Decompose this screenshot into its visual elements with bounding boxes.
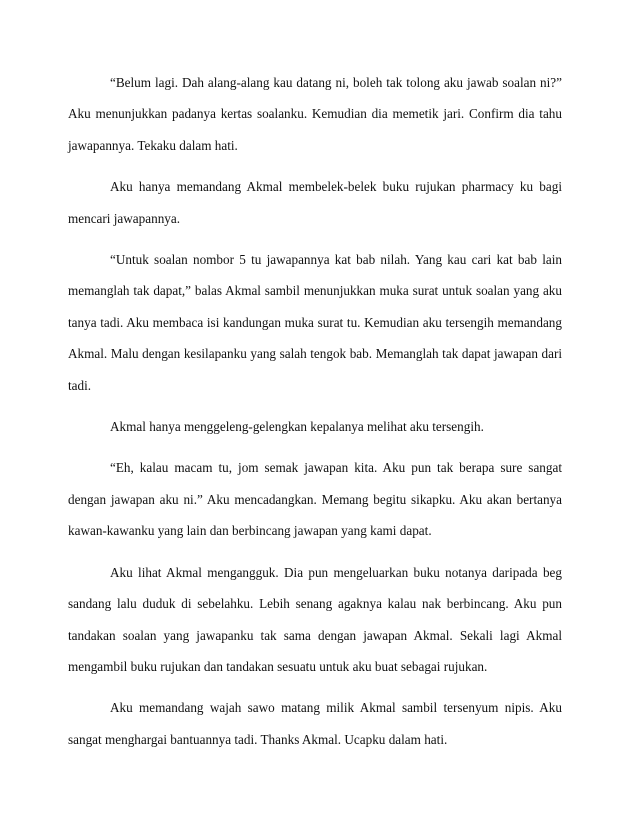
paragraph-7: Aku memandang wajah sawo matang milik Akmal sambil tersenyum nipis. Aku sangat menghargai bantuannya tadi. Thanks Akmal. Ucapku dalam hati. bbox=[68, 700, 562, 747]
paragraph-5: “Eh, kalau macam tu, jom semak jawapan kita. Aku pun tak berapa sure sangat dengan jawapan aku ni.” Aku mencadangkan. Memang begitu sikapku. Aku akan bertanya kawan-kawanku yang lain dan berbincang jawapan yang kami dapat. bbox=[68, 460, 562, 539]
paragraph-3: “Untuk soalan nombor 5 tu jawapannya kat bab nilah. Yang kau cari kat bab lain memanglah tak dapat,” balas Akmal sambil menunjukkan muka surat untuk soalan yang aku tanya tadi. Aku membaca isi kandungan muka surat tu. Kemudian aku tersengih memandang Akmal. Malu dengan kesilapanku yang salah tengok bab. Memanglah tak dapat jawapan dari tadi. bbox=[68, 252, 562, 393]
document-body bbox=[68, 67, 562, 765]
paragraph-4: Akmal hanya menggeleng-gelengkan kepalanya melihat aku tersengih. bbox=[110, 419, 484, 435]
paragraph-1: “Belum lagi. Dah alang-alang kau datang ni, boleh tak tolong aku jawab soalan ni?” Aku menunjukkan padanya kertas soalanku. Kemudian dia memetik jari. Confirm dia tahu jawapannya. Tekaku dalam hati. bbox=[68, 75, 562, 153]
paragraph-6: Aku lihat Akmal mengangguk. Dia pun mengeluarkan buku notanya daripada beg sandang lalu duduk di sebelahku. Lebih senang agaknya kalau nak berbincang. Aku pun tandakan soalan yang jawapanku tak sama dengan jawapan Akmal. Sekali lagi Akmal mengambil buku rujukan dan tandakan sesuatu untuk aku buat sebagai rujukan. bbox=[68, 564, 562, 674]
paragraph-2: Aku hanya memandang Akmal membelek-belek buku rujukan pharmacy ku bagi mencari jawapannya. bbox=[68, 179, 562, 226]
